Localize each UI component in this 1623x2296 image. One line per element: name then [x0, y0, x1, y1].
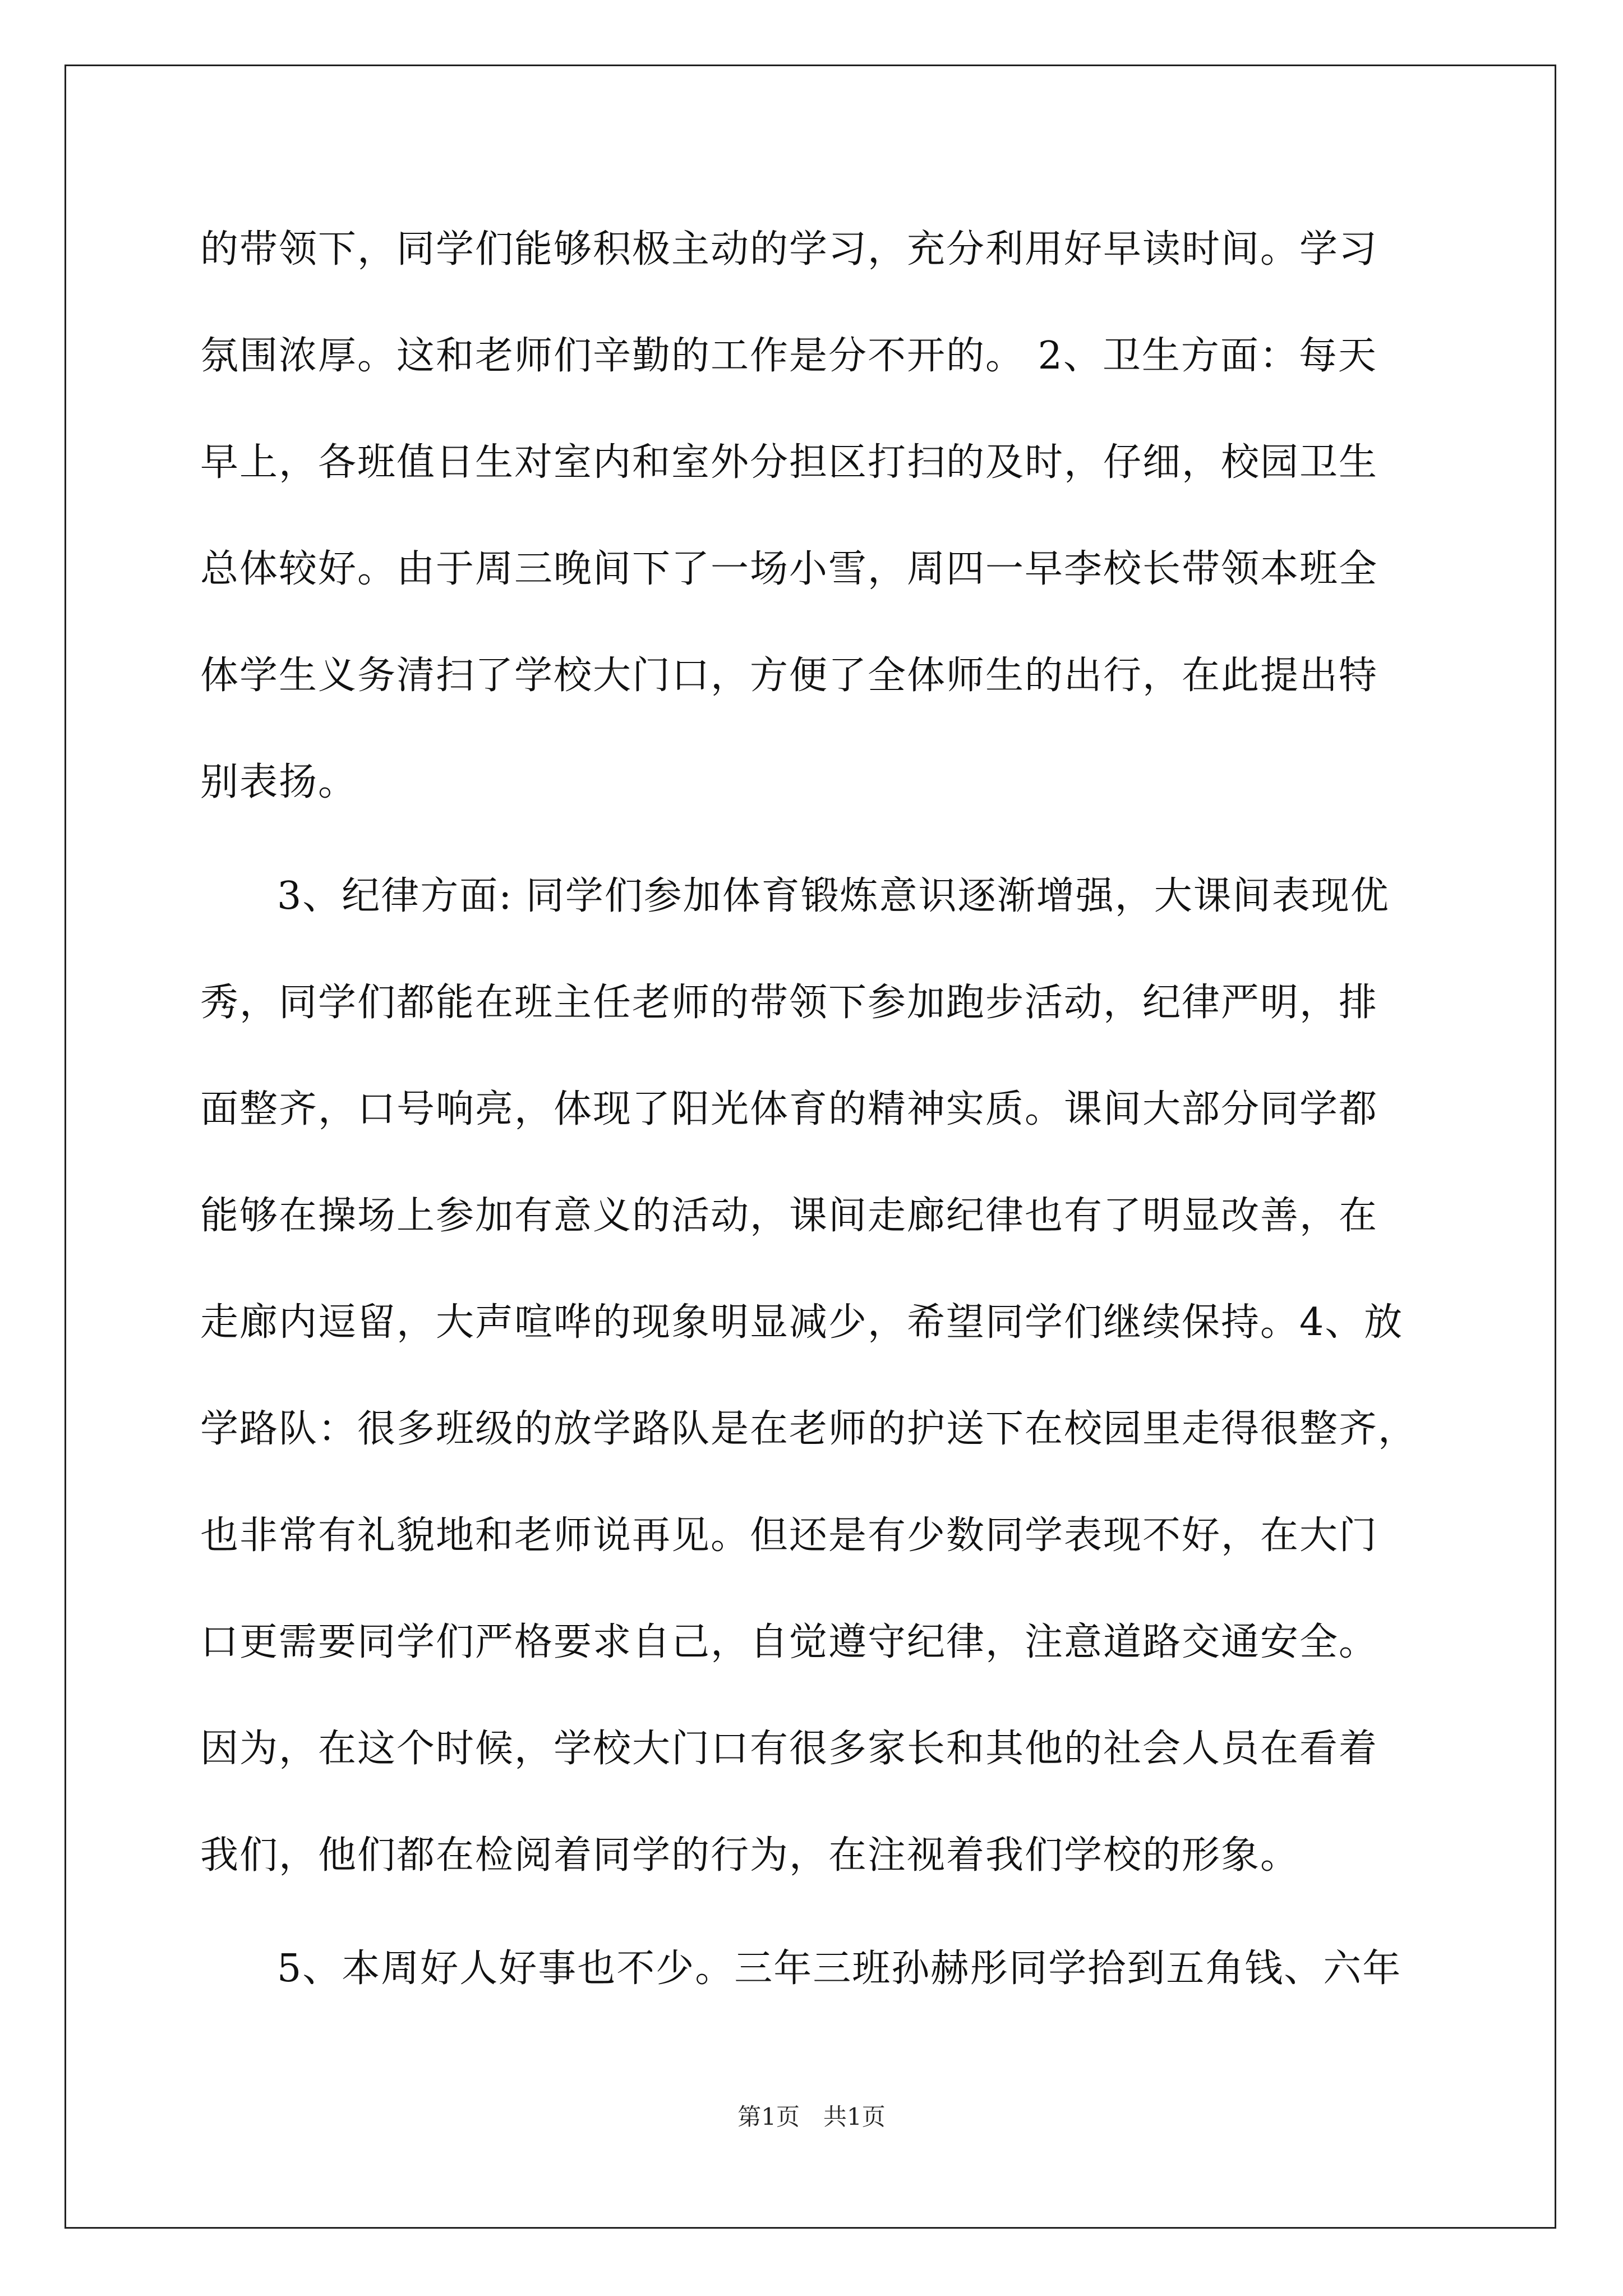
- text-line: 我们，他们都在检阅着同学的行为，在注视着我们学校的形象。: [200, 1833, 1300, 1878]
- page-number-footer: 第1页 共1页: [737, 2103, 886, 2131]
- text-line: 因为，在这个时候，学校大门口有很多家长和其他的社会人员在看着: [200, 1727, 1378, 1771]
- text-line: 也非常有礼貌地和老师说再见。但还是有少数同学表现不好，在大门: [200, 1513, 1378, 1558]
- page-border: [64, 65, 1556, 2229]
- text-line: 3、纪律方面: 同学们参加体育锻炼意识逐渐增强，大课间表现优: [277, 874, 1390, 918]
- text-line: 口更需要同学们严格要求自己，自觉遵守纪律，注意道路交通安全。: [200, 1620, 1378, 1664]
- text-line: 体学生义务清扫了学校大门口，方便了全体师生的出行，在此提出特: [200, 654, 1378, 698]
- text-line: 走廊内逗留，大声喧哗的现象明显减少，希望同学们继续保持。4、放: [200, 1300, 1404, 1345]
- text-line: 面整齐，口号响亮，体现了阳光体育的精神实质。课间大部分同学都: [200, 1087, 1378, 1131]
- text-line: 学路队：很多班级的放学路队是在老师的护送下在校园里走得很整齐，: [200, 1407, 1418, 1451]
- text-line: 的带领下，同学们能够积极主动的学习，充分利用好早读时间。学习: [200, 227, 1378, 272]
- text-line: 氛围浓厚。这和老师们辛勤的工作是分不开的。 2、卫生方面：每天: [200, 334, 1377, 378]
- text-line: 总体较好。由于周三晚间下了一场小雪，周四一早李校长带领本班全: [200, 547, 1378, 591]
- text-line: 早上，各班值日生对室内和室外分担区打扫的及时，仔细，校园卫生: [200, 440, 1378, 485]
- text-line: 能够在操场上参加有意义的活动，课间走廊纪律也有了明显改善，在: [200, 1194, 1378, 1238]
- text-line: 别表扬。: [200, 760, 358, 804]
- text-line: 秀，同学们都能在班主任老师的带领下参加跑步活动，纪律严明，排: [200, 981, 1378, 1025]
- text-line: 5、本周好人好事也不少。三年三班孙赫彤同学拾到五角钱、六年: [277, 1947, 1402, 1991]
